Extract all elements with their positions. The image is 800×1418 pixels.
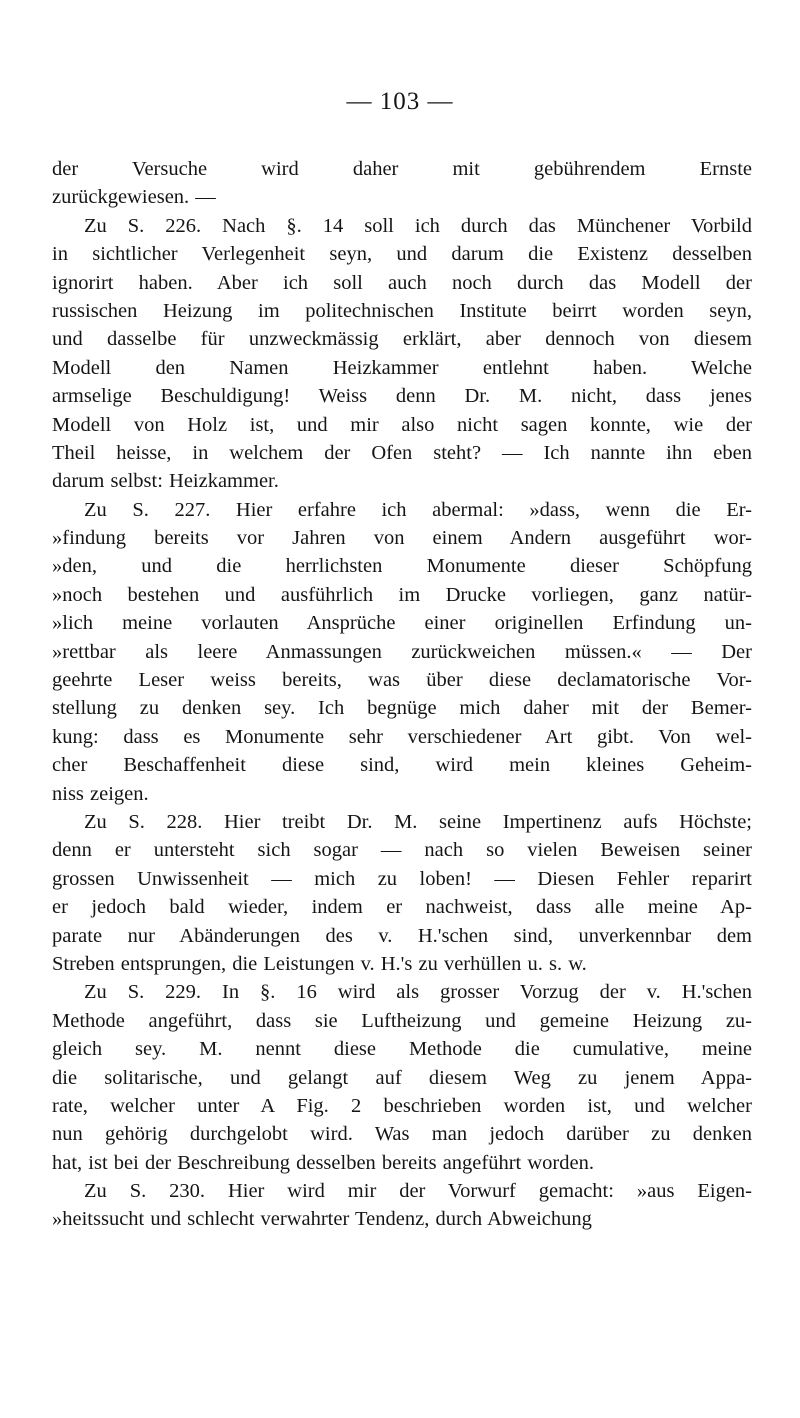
text-line: die solitarische, und gelangt auf diesem Weg zu jenem Appa- xyxy=(52,1066,752,1089)
text-line: kung: dass es Monumente sehr verschiedener Art gibt. Von wel- xyxy=(52,725,752,748)
text-line: Zu S. 226. Nach §. 14 soll ich durch das Münchener Vorbild xyxy=(84,214,752,237)
text-line: grossen Unwissenheit — mich zu loben! — Diesen Fehler reparirt xyxy=(52,867,752,890)
text-line: russischen Heizung im politechnischen Institute beirrt worden seyn, xyxy=(52,299,752,322)
text-line: ignorirt haben. Aber ich soll auch noch durch das Modell der xyxy=(52,271,752,294)
text-line: hat, ist bei der Beschreibung desselben bereits angeführt worden. xyxy=(52,1151,594,1174)
text-line: Methode angeführt, dass sie Luftheizung und gemeine Heizung zu- xyxy=(52,1009,752,1032)
text-line: Modell von Holz ist, und mir also nicht sagen konnte, wie der xyxy=(52,413,752,436)
text-line: in sichtlicher Verlegenheit seyn, und darum die Existenz desselben xyxy=(52,243,752,266)
paragraph xyxy=(52,1177,752,1234)
text-line: geehrte Leser weiss bereits, was über diese declamatorische Vor- xyxy=(52,669,752,692)
text-line: darum selbst: Heizkammer. xyxy=(52,470,279,493)
text-line: der Versuche wird daher mit gebührendem Ernste xyxy=(52,158,752,180)
paragraph xyxy=(52,155,752,212)
paragraph xyxy=(52,212,752,496)
text-line: Zu S. 227. Hier erfahre ich abermal: »dass, wenn die Er- xyxy=(84,498,752,521)
text-line: Zu S. 228. Hier treibt Dr. M. seine Impertinenz aufs Höchste; xyxy=(84,810,752,833)
text-line: »findung bereits vor Jahren von einem Andern ausgeführt wor- xyxy=(52,527,752,550)
paragraph xyxy=(52,496,752,808)
text-line: Streben entsprungen, die Leistungen v. H.'s zu verhüllen u. s. w. xyxy=(52,952,587,975)
text-line: stellung zu denken sey. Ich begnüge mich daher mit der Bemer- xyxy=(52,697,752,720)
text-line: niss zeigen. xyxy=(52,782,149,805)
text-line: »lich meine vorlauten Ansprüche einer originellen Erfindung un- xyxy=(52,612,752,635)
text-line: und dasselbe für unzweckmässig erklärt, aber dennoch von diesem xyxy=(52,328,752,351)
text-line: Zu S. 230. Hier wird mir der Vorwurf gemacht: »aus Eigen- xyxy=(84,1180,752,1203)
text-line: zurückgewiesen. — xyxy=(52,186,216,209)
text-line: Modell den Namen Heizkammer entlehnt haben. Welche xyxy=(52,356,752,379)
paragraph xyxy=(52,808,752,978)
text-line: er jedoch bald wieder, indem er nachweist, dass alle meine Ap- xyxy=(52,896,752,919)
text-line: nun gehörig durchgelobt wird. Was man jedoch darüber zu denken xyxy=(52,1123,752,1146)
text-line: »rettbar als leere Anmassungen zurückweichen müssen.« — Der xyxy=(52,640,752,663)
text-line: »noch bestehen und ausführlich im Drucke vorliegen, ganz natür- xyxy=(52,583,752,606)
text-line: denn er untersteht sich sogar — nach so vielen Beweisen seiner xyxy=(52,839,752,862)
text-line: Theil heisse, in welchem der Ofen steht? — Ich nannte ihn eben xyxy=(52,441,752,464)
page-number: — 103 — xyxy=(346,88,454,115)
text-line: armselige Beschuldigung! Weiss denn Dr. M. nicht, dass jenes xyxy=(52,385,752,408)
text-line: Zu S. 229. In §. 16 wird als grosser Vorzug der v. H.'schen xyxy=(84,981,752,1004)
text-line: rate, welcher unter A Fig. 2 beschrieben worden ist, und welcher xyxy=(52,1094,752,1117)
body-text xyxy=(52,155,752,1234)
paragraph xyxy=(52,978,752,1177)
text-line: »den, und die herrlichsten Monumente dieser Schöpfung xyxy=(52,555,752,578)
text-line: cher Beschaffenheit diese sind, wird mein kleines Geheim- xyxy=(52,754,752,777)
text-line: parate nur Abänderungen des v. H.'schen sind, unverkennbar dem xyxy=(52,924,752,947)
text-line: gleich sey. M. nennt diese Methode die cumulative, meine xyxy=(52,1038,752,1061)
text-line: »heitssucht und schlecht verwahrter Tendenz, durch Abweichung xyxy=(52,1208,592,1231)
